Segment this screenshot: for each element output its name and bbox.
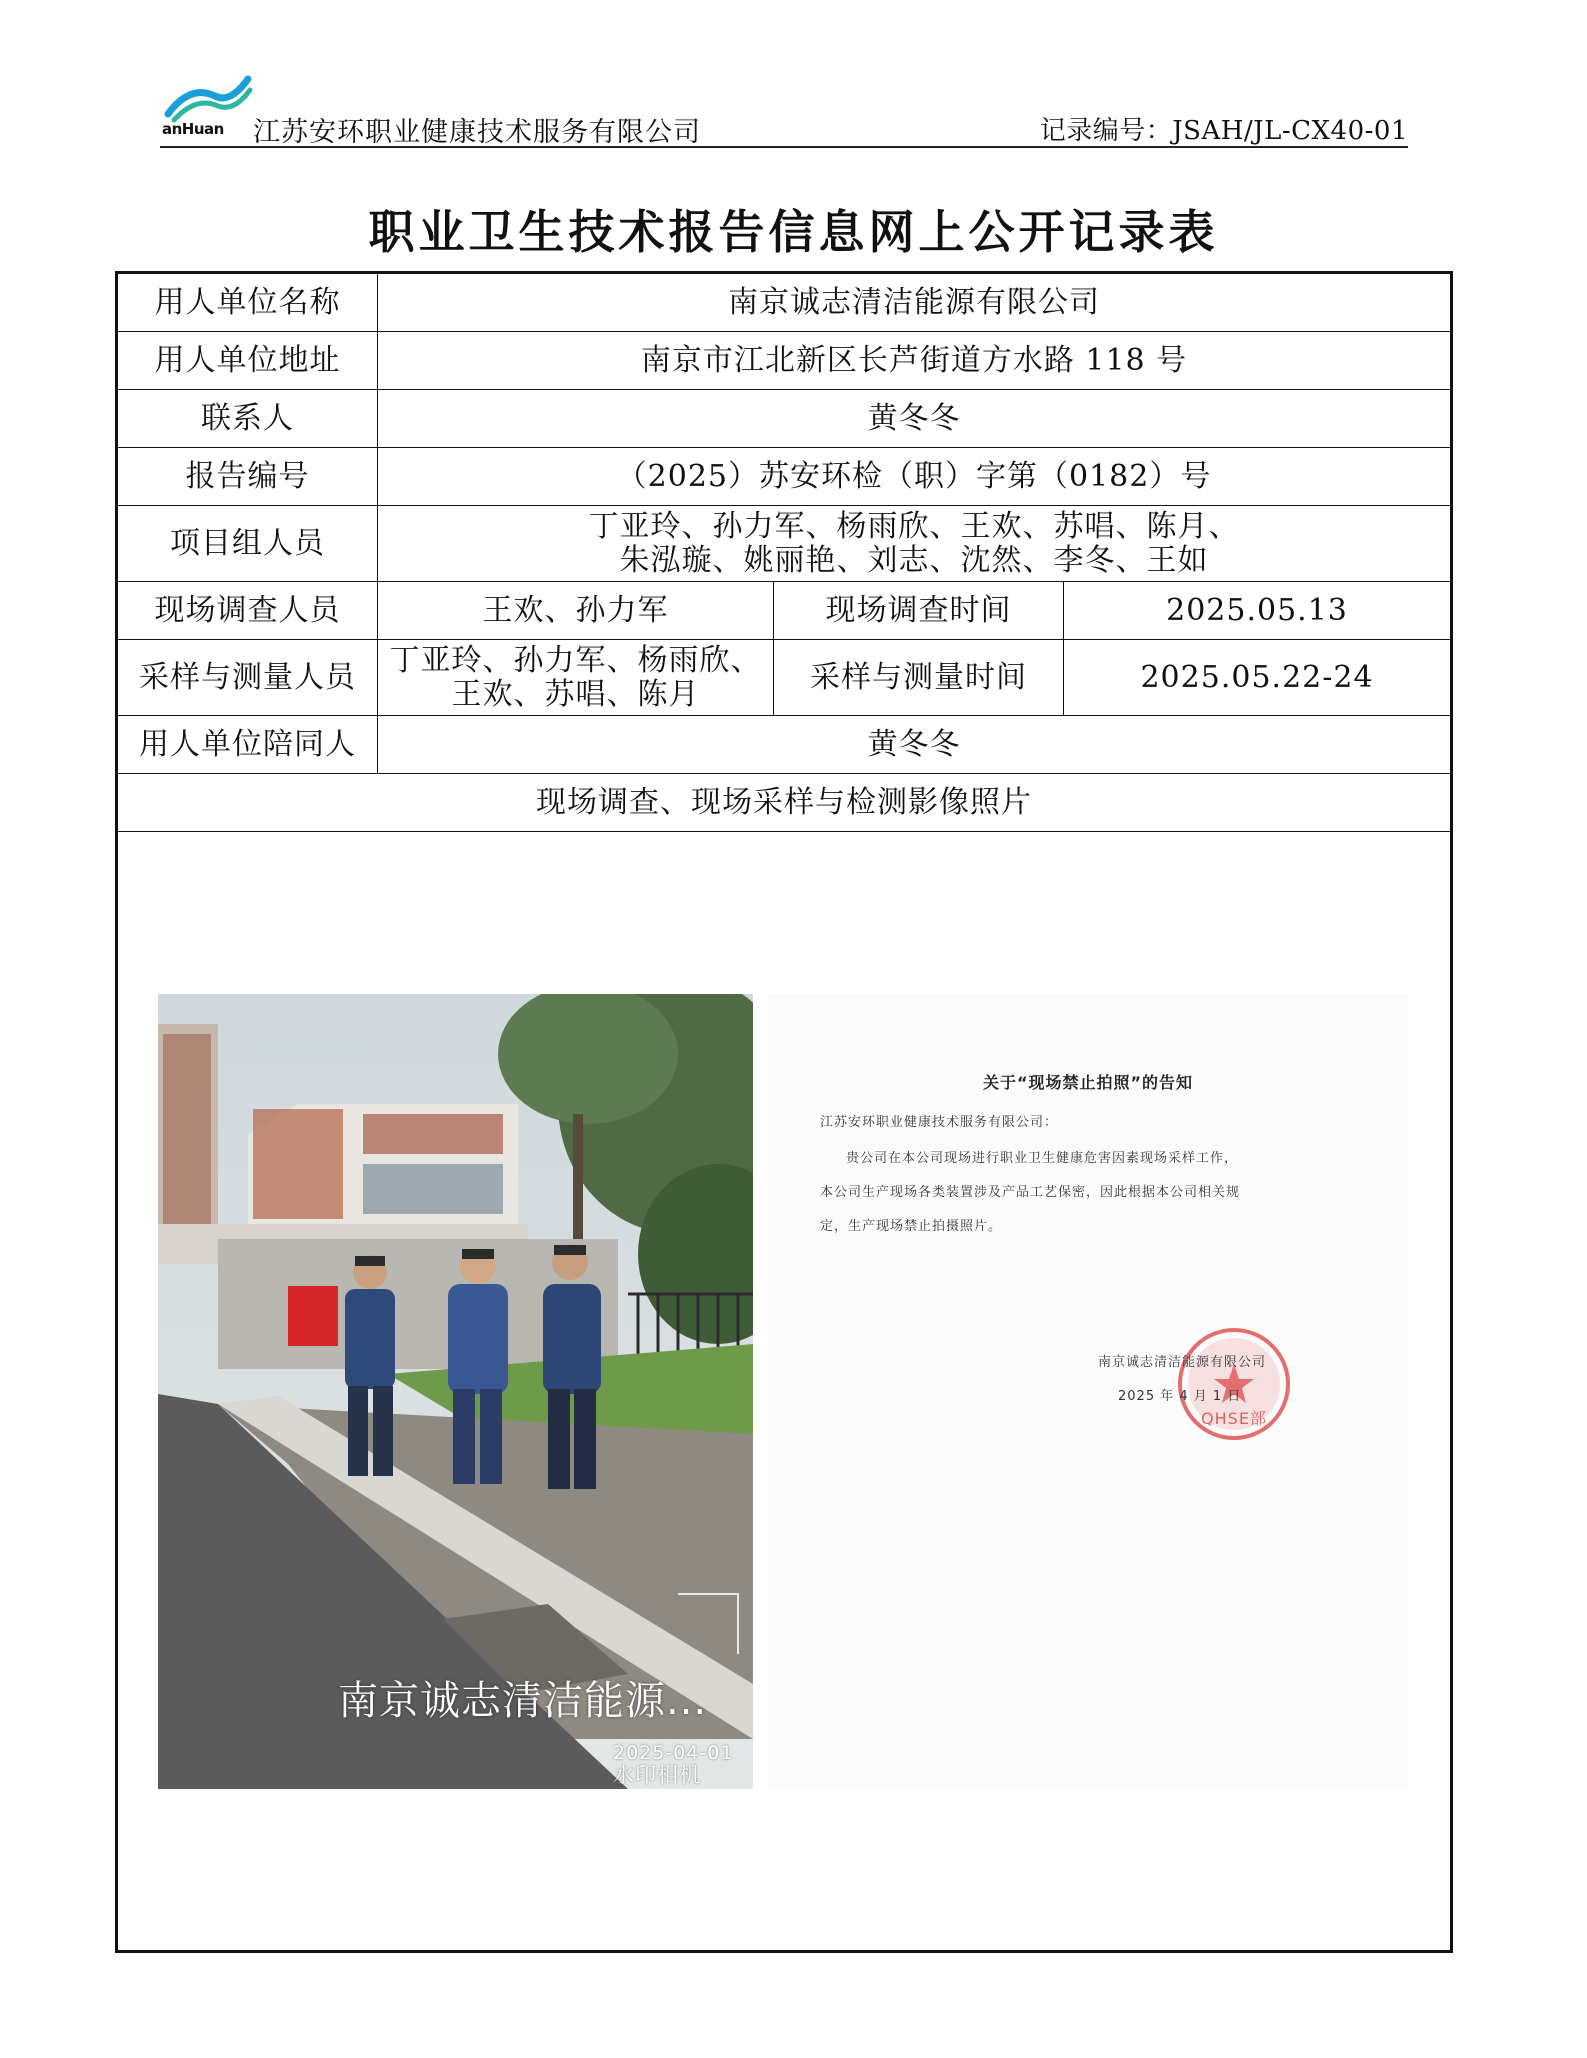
site-survey-photo bbox=[158, 994, 753, 1789]
sampling-staff-line: 丁亚玲、孙力军、杨雨欣、 bbox=[389, 642, 762, 678]
photo-watermark-text: 南京诚志清洁能源... bbox=[338, 1678, 708, 1724]
table-row bbox=[117, 273, 1452, 332]
notice-body-line: 定，生产现场禁止拍摄照片。 bbox=[820, 1219, 1003, 1234]
table-row bbox=[117, 640, 1452, 716]
sampling-staff bbox=[378, 640, 774, 716]
photos-cell bbox=[117, 832, 1452, 1952]
site-photo-image bbox=[158, 994, 753, 1789]
survey-time: 2025.05.13 bbox=[1064, 582, 1452, 640]
company-name: 江苏安环职业健康技术服务有限公司 bbox=[253, 117, 701, 148]
photos-heading: 现场调查、现场采样与检测影像照片 bbox=[117, 774, 1452, 832]
notice-body-line: 本公司生产现场各类装置涉及产品工艺保密，因此根据本公司相关规 bbox=[820, 1185, 1241, 1200]
sampling-staff-line: 王欢、苏唱、陈月 bbox=[451, 676, 700, 712]
notice-title: 关于“现场禁止拍照”的告知 bbox=[982, 1073, 1194, 1092]
table-row bbox=[117, 774, 1452, 832]
notice-addressee: 江苏安环职业健康技术服务有限公司： bbox=[820, 1115, 1059, 1130]
survey-staff-label: 现场调查人员 bbox=[117, 582, 378, 640]
table-row bbox=[117, 390, 1452, 448]
table-row bbox=[117, 332, 1452, 390]
photo-watermark-date: 2025-04-01 bbox=[613, 1742, 734, 1764]
seal-text: QHSE部 bbox=[1201, 1409, 1267, 1428]
team-label: 项目组人员 bbox=[117, 506, 378, 582]
photos-area bbox=[118, 832, 1450, 1950]
survey-time-label: 现场调查时间 bbox=[774, 582, 1064, 640]
page-header bbox=[160, 70, 1408, 148]
sampling-time-label: 采样与测量时间 bbox=[774, 640, 1064, 716]
table-row bbox=[117, 832, 1452, 1952]
team-members bbox=[378, 506, 1452, 582]
notice-signer: 南京诚志清洁能源有限公司 bbox=[1098, 1355, 1267, 1370]
record-number: 记录编号：JSAH/JL-CX40-01 bbox=[1039, 116, 1408, 146]
team-members-line: 丁亚玲、孙力军、杨雨欣、王欢、苏唱、陈月、 bbox=[588, 508, 1240, 544]
table-row bbox=[117, 506, 1452, 582]
notice-date: 2025 年 4 月 1 日 bbox=[1118, 1389, 1242, 1404]
no-photo-notice-image bbox=[768, 994, 1408, 1789]
report-number-label: 报告编号 bbox=[117, 448, 378, 506]
page-title: 职业卫生技术报告信息网上公开记录表 bbox=[368, 205, 1219, 259]
escort-label: 用人单位陪同人 bbox=[117, 716, 378, 774]
table-row bbox=[117, 448, 1452, 506]
employer-name-label: 用人单位名称 bbox=[117, 273, 378, 332]
record-table bbox=[115, 271, 1453, 1953]
notice-body-line: 贵公司在本公司现场进行职业卫生健康危害因素现场采样工作， bbox=[846, 1151, 1239, 1166]
employer-address-label: 用人单位地址 bbox=[117, 332, 378, 390]
survey-staff: 王欢、孙力军 bbox=[378, 582, 774, 640]
sampling-time: 2025.05.22-24 bbox=[1064, 640, 1452, 716]
contact-value: 黄冬冬 bbox=[378, 390, 1452, 448]
table-row bbox=[117, 582, 1452, 640]
employer-name: 南京诚志清洁能源有限公司 bbox=[378, 273, 1452, 332]
photo-watermark-brand: 水印相机 bbox=[613, 1763, 701, 1787]
escort-value: 黄冬冬 bbox=[378, 716, 1452, 774]
table-row bbox=[117, 716, 1452, 774]
sampling-staff-label: 采样与测量人员 bbox=[117, 640, 378, 716]
team-members-line: 朱泓璇、姚丽艳、刘志、沈然、李冬、王如 bbox=[619, 542, 1209, 578]
report-number: （2025）苏安环检（职）字第（0182）号 bbox=[378, 448, 1452, 506]
employer-address: 南京市江北新区长芦街道方水路 118 号 bbox=[378, 332, 1452, 390]
logo-text: anHuan bbox=[162, 120, 224, 138]
contact-label: 联系人 bbox=[117, 390, 378, 448]
